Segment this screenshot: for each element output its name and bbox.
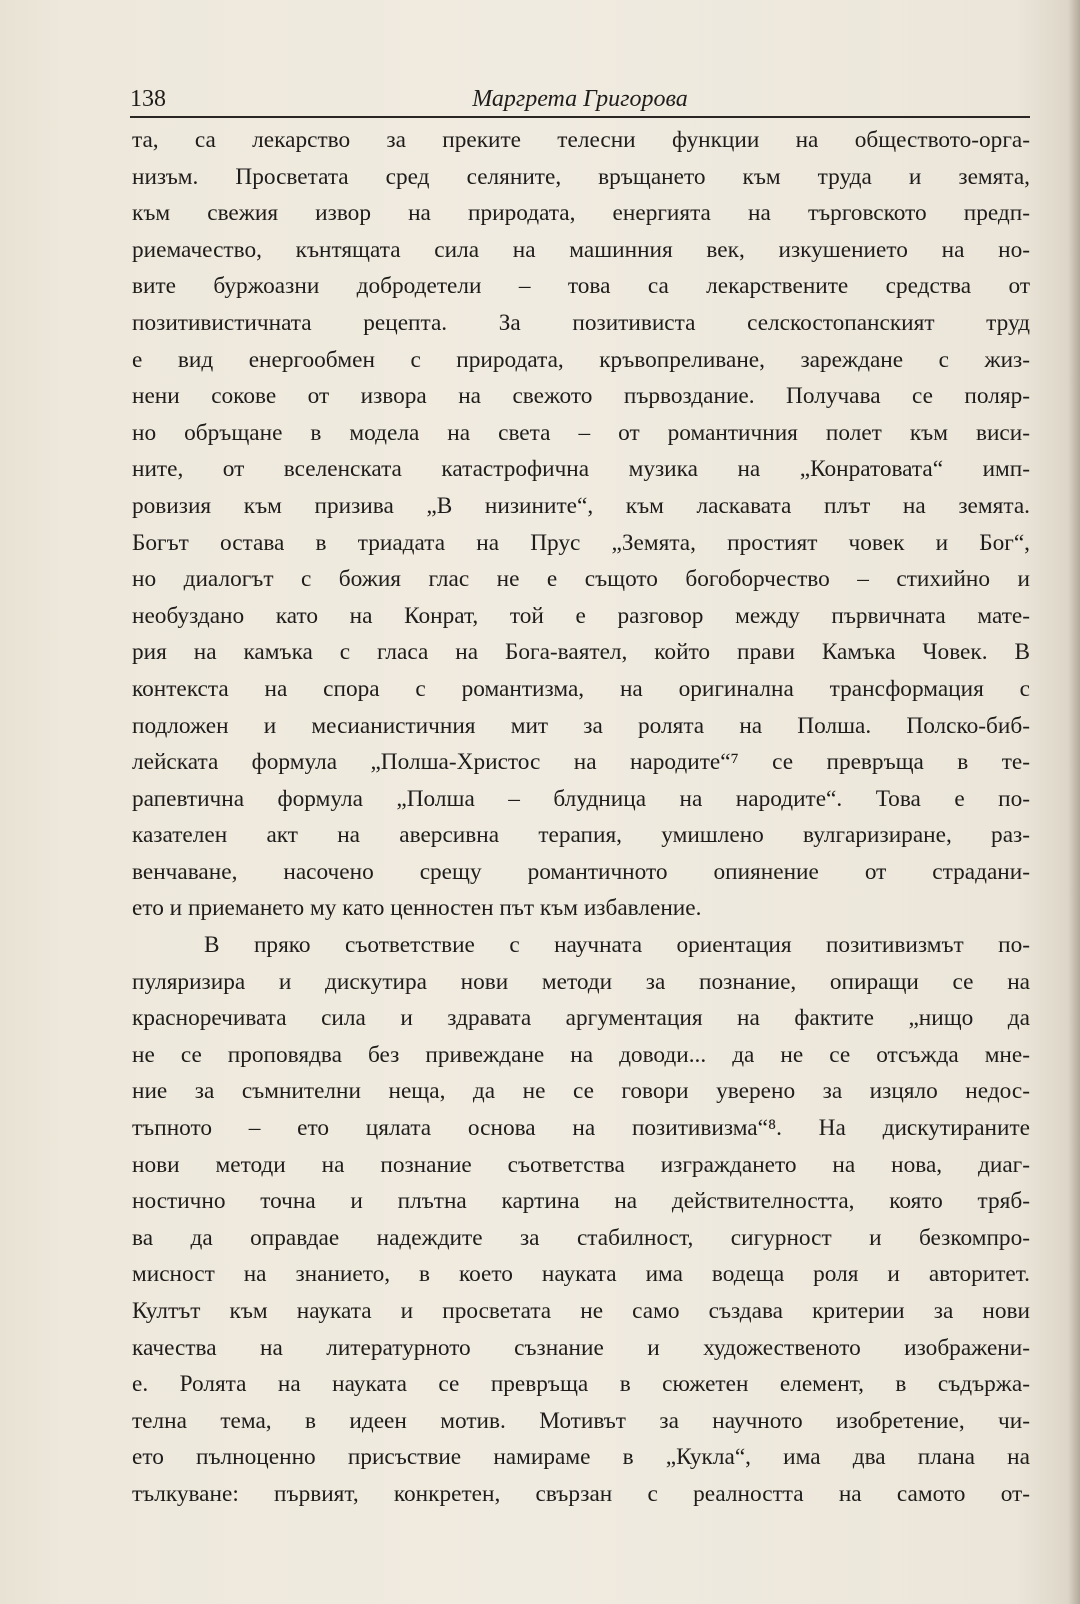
text-line: подложен и месианистичния мит за ролята на Полша. Полско-биб- <box>132 712 1030 739</box>
text-line: пуляризира и дискутира нови методи за познание, опиращи се на <box>132 968 1030 995</box>
text-line: контекста на спора с романтизма, на оригинална трансформация с <box>132 675 1030 702</box>
text-line: мисност на знанието, в което науката има водеща роля и авторитет. <box>132 1261 1030 1288</box>
text-line: ностично точна и плътна картина на действителността, която тряб- <box>132 1188 1030 1215</box>
text-line: низъм. Просветата сред селяните, връщането към труда и земята, <box>132 163 1030 190</box>
text-line: Култът към науката и просветата не само създава критерии за нови <box>132 1298 1030 1324</box>
text-line: нени сокове от извора на свежото първоздание. Получава се поляр- <box>132 383 1030 410</box>
text-line: казателен акт на аверсивна терапия, умишлено вулгаризиране, раз- <box>132 822 1030 849</box>
text-line: позитивистичната рецепта. За позитивиста селскостопанският труд <box>132 309 1030 336</box>
text-line: тъпното – ето цялата основа на позитивизма“⁸. На дискутираните <box>132 1115 1030 1142</box>
text-line: нови методи на познание съответства изграждането на нова, диаг- <box>132 1151 1030 1178</box>
text-line: но диалогът с божия глас не е същото богоборчество – стихийно и <box>132 566 1030 593</box>
text-line: лейската формула „Полша-Христос на народите“⁷ се превръща в те- <box>132 749 1030 776</box>
text-line: ние за съмнителни неща, да не се говори уверено за изцяло недос- <box>132 1078 1030 1105</box>
text-line: рия на камъка с гласа на Бога-ваятел, който прави Камъка Човек. В <box>132 639 1030 666</box>
text-line: качества на литературното съзнание и художественото изображени- <box>132 1334 1030 1361</box>
text-line: риемачество, кънтящата сила на машинния век, изкушението на но- <box>132 236 1030 263</box>
paragraph-last-line: ето и приемането му като ценностен път към избавление. <box>132 895 702 922</box>
text-line: телна тема, в идеен мотив. Мотивът за научното изобретение, чи- <box>132 1407 1030 1434</box>
text-line: е. Ролята на науката се превръща в сюжетен елемент, в съдържа- <box>132 1371 1030 1398</box>
text-line: ва да оправдае надеждите за стабилност, сигурност и безкомпро- <box>132 1224 1030 1251</box>
text-line: не се проповядва без привеждане на доводи... да не се отсъжда мне- <box>132 1041 1030 1068</box>
page-number: 138 <box>130 86 166 112</box>
text-line: тълкуване: първият, конкретен, свързан с реалността на самото от- <box>132 1480 1030 1507</box>
text-line: към свежия извор на природата, енергията на търговското предп- <box>132 200 1030 227</box>
text-line: Богът остава в триадата на Прус „Земята, простият човек и Бог“, <box>132 529 1030 556</box>
paragraph-first-line: В пряко съответствие с научната ориентация позитивизмът по- <box>204 932 1030 959</box>
text-line: е вид енергообмен с природата, кръвопреливане, зареждане с жиз- <box>132 346 1030 373</box>
text-line: красноречивата сила и здравата аргументация на фактите „нищо да <box>132 1005 1030 1032</box>
text-line: венчаване, насочено срещу романтичното опиянение от страдани- <box>132 858 1030 885</box>
text-line: вите буржоазни добродетели – това са лекарствените средства от <box>132 273 1030 300</box>
page-header <box>130 82 1030 118</box>
text-line: рапевтична формула „Полша – блудница на народите“. Това е по- <box>132 785 1030 812</box>
text-line: ните, от вселенската катастрофична музика на „Конратовата“ имп- <box>132 456 1030 483</box>
running-title: Маргрета Григорова <box>472 86 688 112</box>
body-text <box>132 122 1030 1513</box>
text-line: но обръщане в модела на света – от романтичния полет към виси- <box>132 419 1030 446</box>
text-line: ето пълноценно присъствие намираме в „Кукла“, има два плана на <box>132 1444 1030 1471</box>
page-edge-shadow <box>1068 0 1080 1604</box>
text-line: необуздано като на Конрат, той е разговор между първичната мате- <box>132 602 1030 629</box>
text-line: ровизия към призива „В низините“, към ласкавата плът на земята. <box>132 492 1030 519</box>
text-line: та, са лекарство за преките телесни функции на обществото-орга- <box>132 127 1030 153</box>
